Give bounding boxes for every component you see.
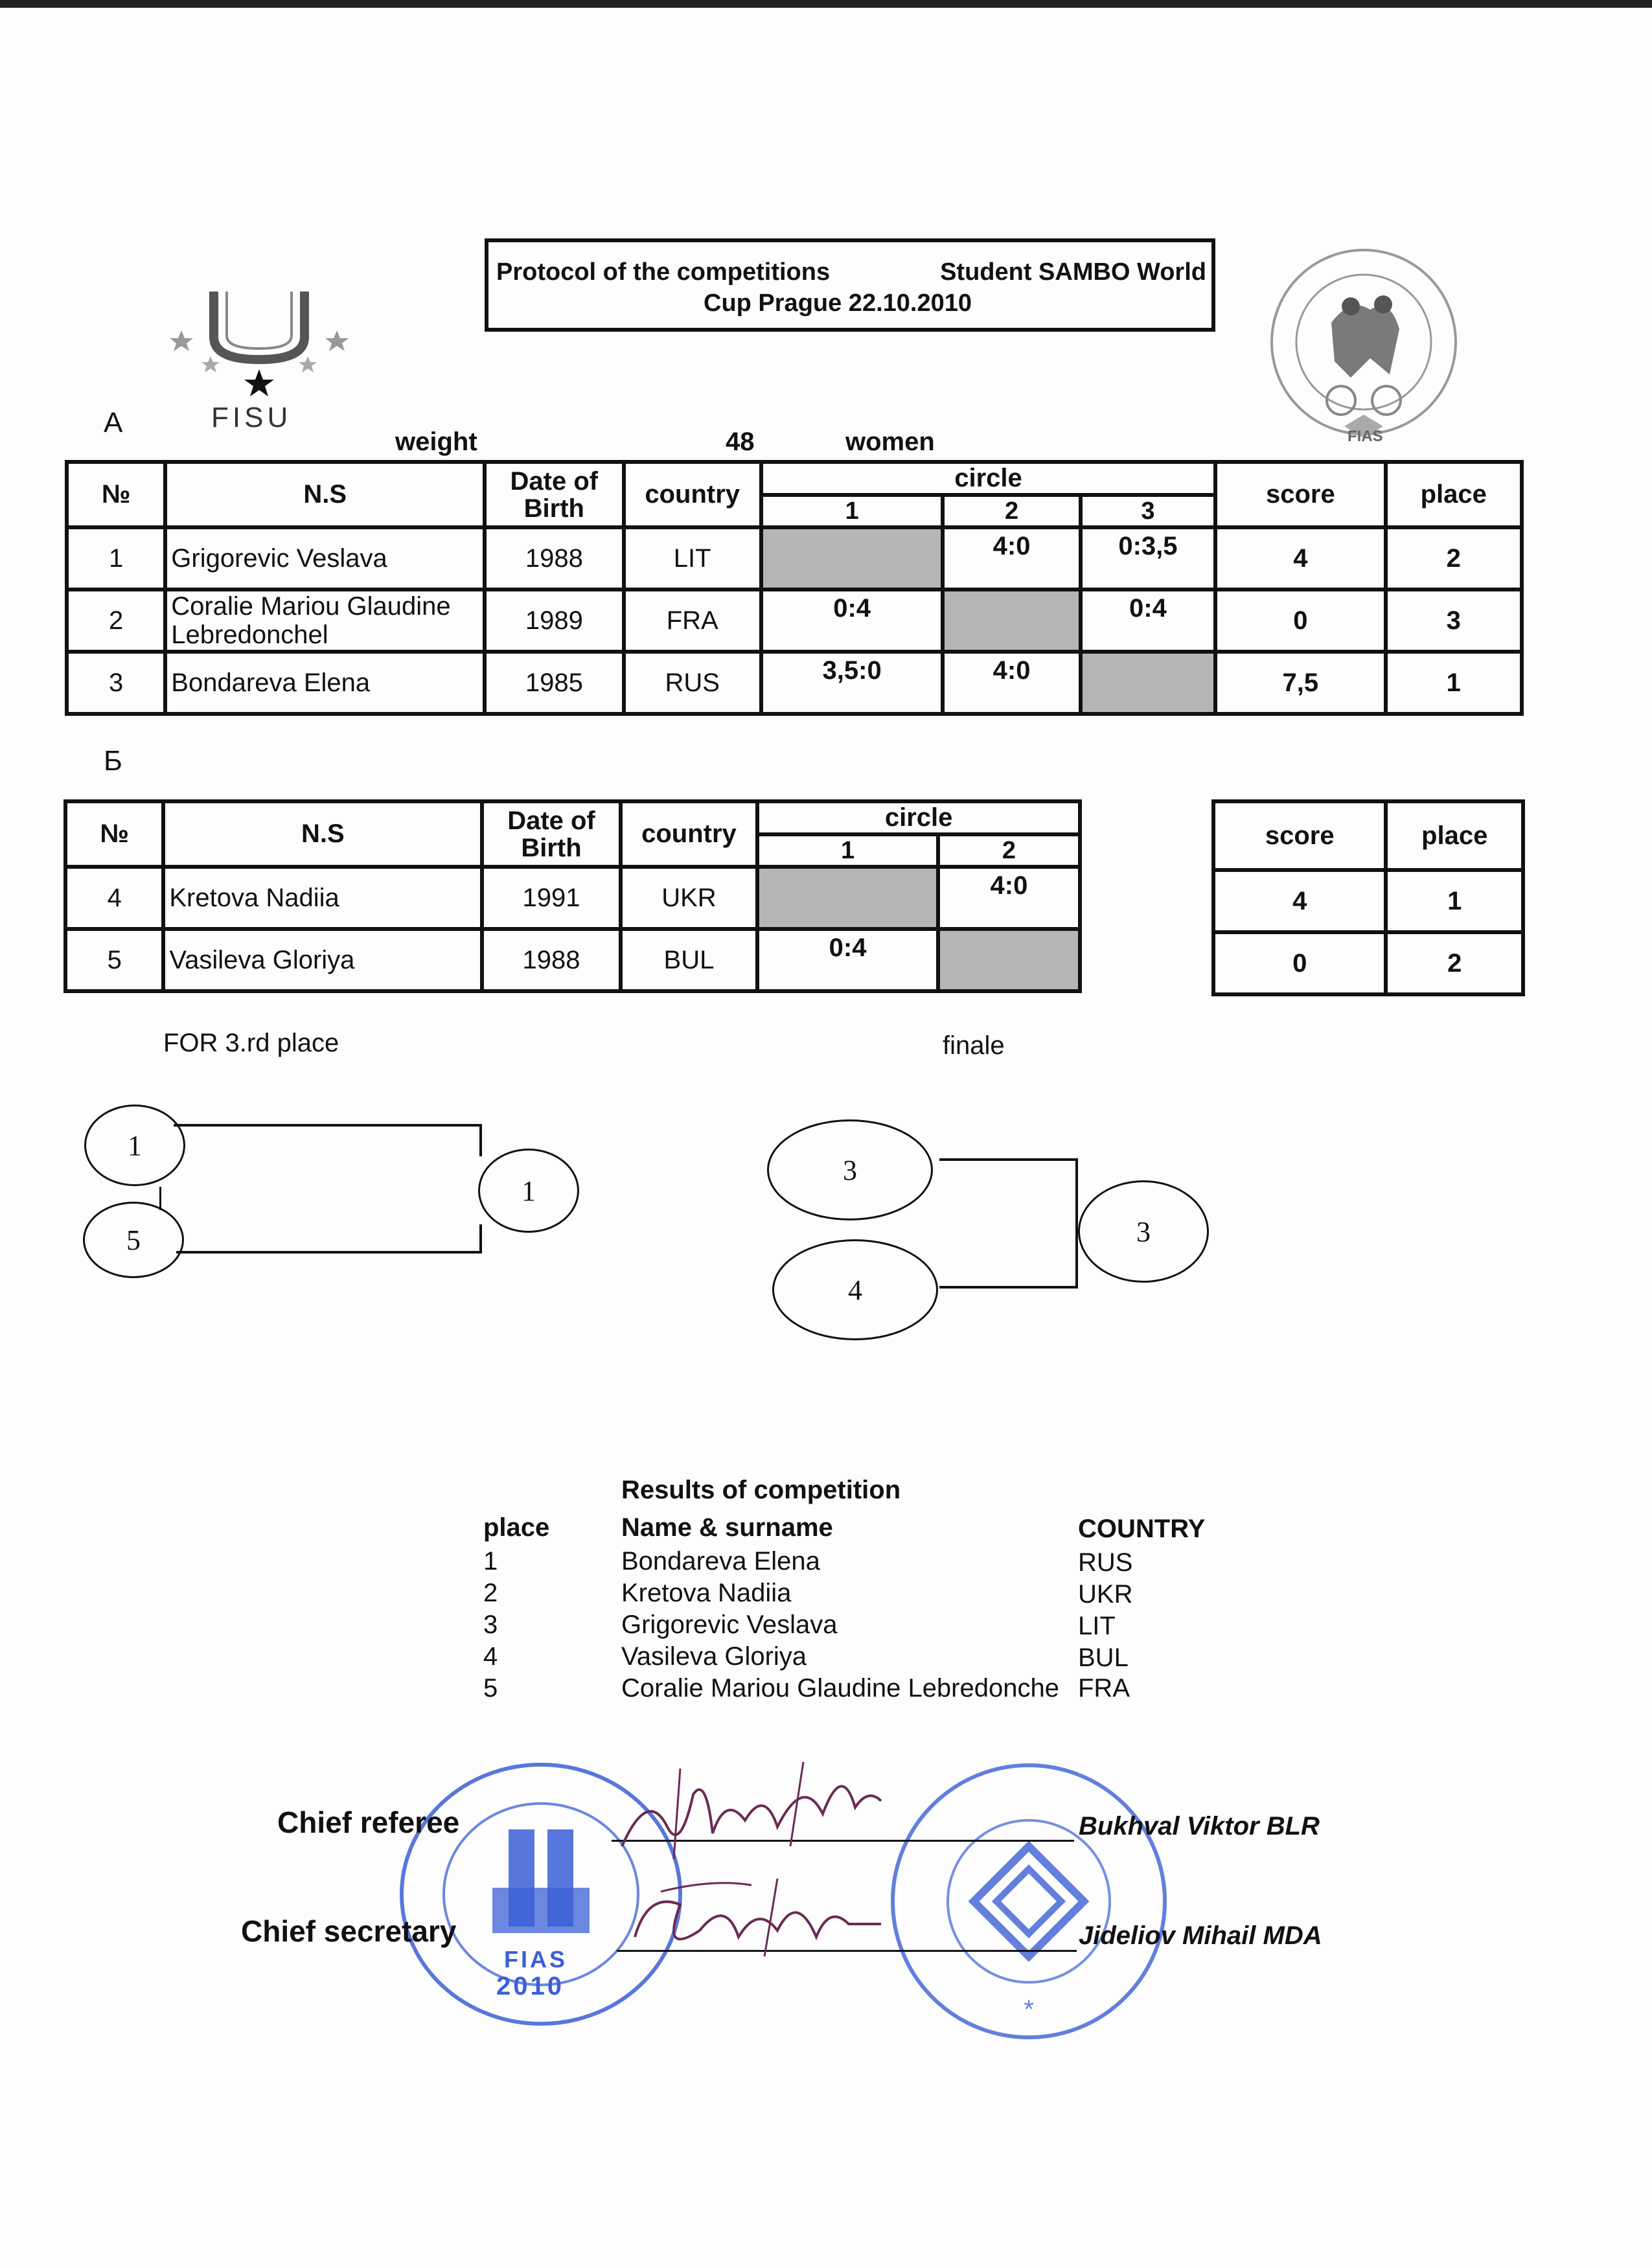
results-col-name: Name & surname xyxy=(621,1513,833,1542)
result-name: Grigorevic Veslava xyxy=(621,1610,838,1639)
group-b-table xyxy=(63,799,1082,993)
col-dob-header: Date of Birth xyxy=(482,801,620,867)
chief-secretary-label: Chief secretary xyxy=(241,1914,457,1948)
weight-value: 48 xyxy=(726,428,755,456)
row-score: 0 xyxy=(1213,932,1386,994)
bracket-line xyxy=(939,1286,1078,1289)
bracket-line xyxy=(159,1187,161,1210)
row-dob: 1991 xyxy=(482,867,620,929)
chief-referee-label: Chief referee xyxy=(277,1805,460,1839)
col-circle-1: 1 xyxy=(761,495,943,527)
row-result-2: 4:0 xyxy=(938,867,1080,929)
result-country: BUL xyxy=(1078,1644,1129,1672)
table-row xyxy=(1213,870,1523,932)
row-result-3: 0:3,5 xyxy=(1081,527,1215,590)
row-result-1: 3,5:0 xyxy=(761,652,943,714)
result-place: 1 xyxy=(483,1547,498,1575)
table-row xyxy=(65,929,1080,991)
col-dob-header: Date of Birth xyxy=(485,462,623,527)
row-num: 5 xyxy=(65,929,163,991)
results-col-country: COUNTRY xyxy=(1078,1515,1206,1543)
row-num: 1 xyxy=(67,527,165,590)
result-name: Vasileva Gloriya xyxy=(621,1642,807,1671)
stamp-left-text: FIAS xyxy=(504,1946,568,1973)
row-score: 0 xyxy=(1215,590,1385,652)
col-name-header: N.S xyxy=(165,462,485,527)
row-name: Bondareva Elena xyxy=(165,652,485,714)
row-place: 1 xyxy=(1386,652,1522,714)
row-result-3: 0:4 xyxy=(1081,590,1215,652)
title-line1-right: Student SAMBO World xyxy=(940,258,1206,286)
col-country-header: country xyxy=(624,462,761,527)
third-place-label: FOR 3.rd place xyxy=(163,1029,339,1057)
result-name: Kretova Nadiia xyxy=(621,1579,792,1607)
row-country: LIT xyxy=(624,527,761,590)
row-num: 4 xyxy=(65,867,163,929)
result-country: RUS xyxy=(1078,1548,1133,1577)
row-score: 4 xyxy=(1213,870,1386,932)
scan-top-edge xyxy=(0,0,1652,8)
row-score: 4 xyxy=(1215,527,1385,590)
bracket-third-top: 1 xyxy=(84,1105,185,1186)
row-dob: 1989 xyxy=(485,590,623,652)
col-score-header: score xyxy=(1213,801,1386,870)
bracket-line xyxy=(1075,1158,1078,1289)
result-place: 4 xyxy=(483,1642,498,1671)
fisu-text: FISU xyxy=(211,402,292,433)
row-country: RUS xyxy=(624,652,761,714)
row-country: FRA xyxy=(624,590,761,652)
row-place: 2 xyxy=(1386,527,1522,590)
result-country: UKR xyxy=(1078,1580,1133,1609)
row-num: 3 xyxy=(67,652,165,714)
bracket-line xyxy=(479,1124,482,1156)
row-country: UKR xyxy=(621,867,758,929)
self-match-cell xyxy=(938,929,1080,991)
group-b-score-table xyxy=(1211,799,1525,996)
table-row xyxy=(67,652,1522,714)
col-score-header: score xyxy=(1215,462,1385,527)
self-match-cell xyxy=(761,527,943,590)
row-place: 1 xyxy=(1386,870,1523,932)
row-place: 3 xyxy=(1386,590,1522,652)
group-a-table xyxy=(65,460,1524,716)
result-place: 2 xyxy=(483,1579,498,1607)
bracket-final-top: 3 xyxy=(767,1119,933,1220)
row-result-2: 4:0 xyxy=(943,527,1080,590)
row-place: 2 xyxy=(1386,932,1523,994)
table-row xyxy=(65,867,1080,929)
sambo-federation-stamp xyxy=(886,1762,1171,2041)
bracket-line xyxy=(176,1251,482,1254)
row-result-2: 4:0 xyxy=(943,652,1080,714)
table-row xyxy=(67,527,1522,590)
fias-emblem-icon xyxy=(1260,245,1467,446)
referee-signature xyxy=(609,1749,894,1866)
self-match-cell xyxy=(1081,652,1215,714)
bracket-line xyxy=(479,1224,482,1254)
col-num-header: № xyxy=(67,462,165,527)
svg-text:*: * xyxy=(1024,1995,1034,2024)
self-match-cell xyxy=(943,590,1080,652)
row-result-1: 0:4 xyxy=(761,590,943,652)
fisu-logo xyxy=(162,279,356,434)
bracket-final-winner: 3 xyxy=(1078,1180,1209,1283)
chief-referee-name: Bukhval Viktor BLR xyxy=(1079,1812,1320,1840)
group-b-label: Б xyxy=(104,745,122,777)
fias-logo xyxy=(1260,245,1467,446)
col-circle-header: circle xyxy=(761,462,1215,495)
bracket-line xyxy=(939,1158,1078,1161)
weight-label: weight xyxy=(395,428,477,456)
result-name: Coralie Mariou Glaudine Lebredonche xyxy=(621,1674,1059,1702)
title-line1-left: Protocol of the competitions xyxy=(496,258,831,286)
bracket-line xyxy=(174,1124,482,1127)
protocol-title-box xyxy=(485,238,1215,332)
row-result-1: 0:4 xyxy=(757,929,938,991)
secretary-signature xyxy=(622,1866,894,1963)
row-name: Vasileva Gloriya xyxy=(163,929,482,991)
result-country: FRA xyxy=(1078,1674,1130,1702)
results-title: Results of competition xyxy=(621,1476,901,1504)
stamp-left-year: 2010 xyxy=(496,1972,564,2000)
row-dob: 1988 xyxy=(485,527,623,590)
bracket-third-winner: 1 xyxy=(478,1149,579,1233)
stamp-seal-icon xyxy=(886,1762,1171,2041)
row-country: BUL xyxy=(621,929,758,991)
result-place: 5 xyxy=(483,1674,498,1702)
col-country-header: country xyxy=(621,801,758,867)
row-score: 7,5 xyxy=(1215,652,1385,714)
self-match-cell xyxy=(757,867,938,929)
group-a-label: A xyxy=(104,407,123,439)
col-circle-2: 2 xyxy=(938,834,1080,867)
col-num-header: № xyxy=(65,801,163,867)
result-country: LIT xyxy=(1078,1612,1116,1640)
bracket-third-bottom: 5 xyxy=(83,1202,184,1278)
col-circle-header: circle xyxy=(757,801,1080,834)
bracket-final-bottom: 4 xyxy=(772,1239,938,1340)
row-dob: 1985 xyxy=(485,652,623,714)
chief-secretary-name: Jideliov Mihail MDA xyxy=(1079,1921,1322,1950)
results-section xyxy=(483,1474,1261,1721)
row-name: Coralie Mariou Glaudine Lebredonchel xyxy=(165,590,485,652)
category-label: women xyxy=(845,428,935,456)
fias-text: FIAS xyxy=(1348,428,1383,445)
row-dob: 1988 xyxy=(482,929,620,991)
col-place-header: place xyxy=(1386,462,1522,527)
col-circle-2: 2 xyxy=(943,495,1080,527)
row-num: 2 xyxy=(67,590,165,652)
col-place-header: place xyxy=(1386,801,1523,870)
col-circle-1: 1 xyxy=(757,834,938,867)
col-circle-3: 3 xyxy=(1081,495,1215,527)
table-row xyxy=(1213,932,1523,994)
results-col-place: place xyxy=(483,1513,550,1542)
col-name-header: N.S xyxy=(163,801,482,867)
result-name: Bondareva Elena xyxy=(621,1547,820,1575)
table-row xyxy=(67,590,1522,652)
title-line2: Cup Prague 22.10.2010 xyxy=(704,290,972,317)
row-name: Kretova Nadiia xyxy=(163,867,482,929)
result-place: 3 xyxy=(483,1610,498,1639)
row-name: Grigorevic Veslava xyxy=(165,527,485,590)
final-label: finale xyxy=(943,1031,1005,1060)
